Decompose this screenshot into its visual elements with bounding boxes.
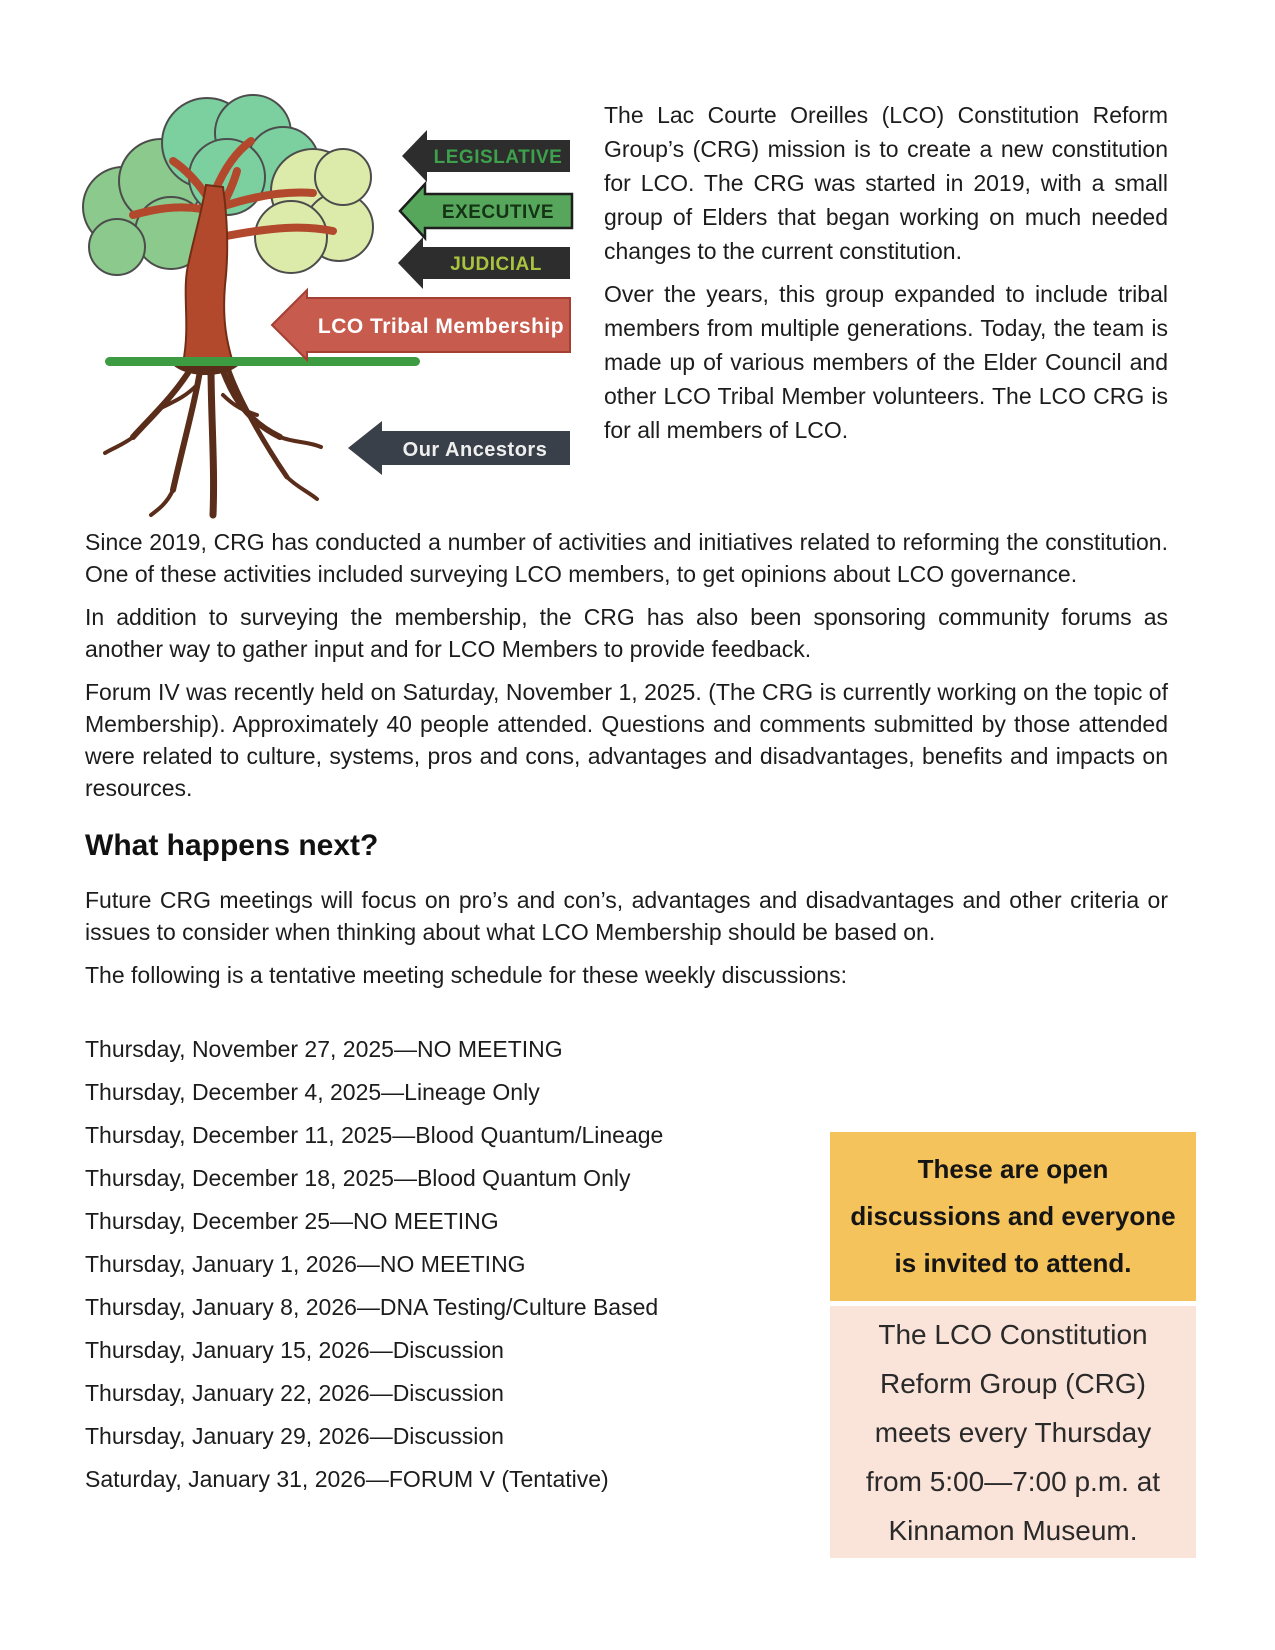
tree-roots — [105, 365, 321, 515]
callout-line: meets every Thursday — [874, 1416, 1152, 1448]
section-heading-what-happens-next: What happens next? — [85, 829, 379, 862]
paragraph-future-meetings: Future CRG meetings will focus on pro’s and con’s, advantages and disadvantages and other criteria or issues to consider when thinking about what LCO Membership should be based on. — [85, 887, 1168, 945]
arrow-executive-label: EXECUTIVE — [441, 202, 555, 223]
arrow-our-ancestors — [348, 421, 570, 475]
paragraph-forum-iv: Forum IV was recently held on Saturday, November 1, 2025. (The CRG is currently working on the topic of Membership). Approximately 40 people attended. Questions and comments submitted by those attended were related to culture, systems, pros and cons, advantages and disadvantages, benefits and impacts on resources. — [85, 679, 1168, 801]
arrow-legislative — [402, 130, 570, 182]
schedule-item: Thursday, December 25—NO MEETING — [85, 1208, 499, 1234]
callout-line: These are open — [917, 1154, 1109, 1184]
arrow-judicial — [398, 237, 570, 289]
schedule-item: Thursday, December 4, 2025—Lineage Only — [85, 1079, 540, 1105]
open-discussions-callout — [830, 1132, 1196, 1301]
arrow-executive — [400, 184, 572, 238]
callout-line: is invited to attend. — [894, 1248, 1132, 1278]
callout-line: Kinnamon Museum. — [888, 1514, 1138, 1546]
arrow-lco-tribal-membership-label: LCO Tribal Membership — [317, 315, 565, 338]
intro-column — [604, 98, 1168, 456]
schedule-intro: The following is a tentative meeting schedule for these weekly discussions: — [85, 962, 847, 988]
schedule-item: Thursday, December 18, 2025—Blood Quantum Only — [85, 1165, 631, 1191]
arrow-our-ancestors-label: Our Ancestors — [402, 439, 548, 461]
intro-paragraph-mission: The Lac Courte Oreilles (LCO) Constitution Reform Group’s (CRG) mission is to create a new constitution for LCO. The CRG was started in 2019, with a small group of Elders that began working on much needed changes to the current constitution. — [604, 102, 1168, 264]
callout-line: from 5:00—7:00 p.m. at — [865, 1465, 1161, 1497]
callout-line: discussions and everyone — [850, 1201, 1176, 1231]
schedule-item: Thursday, January 8, 2026—DNA Testing/Culture Based — [85, 1294, 659, 1320]
meeting-info-callout — [830, 1306, 1196, 1558]
paragraph-activities: Since 2019, CRG has conducted a number of activities and initiatives related to reforming the constitution. One of these activities included surveying LCO members, to get opinions about LCO governance. — [85, 529, 1168, 587]
paragraph-forums: In addition to surveying the membership, the CRG has also been sponsoring community forums as another way to gather input and for LCO Members to provide feedback. — [85, 604, 1168, 662]
intro-paragraph-growth: Over the years, this group expanded to include tribal members from multiple generations. Today, the team is made up of various members of the Elder Council and other LCO Tribal Member volunteers. The LCO CRG is for all members of LCO. — [604, 281, 1168, 443]
callout-line: Reform Group (CRG) — [879, 1367, 1147, 1399]
schedule-item: Saturday, January 31, 2026—FORUM V (Tentative) — [85, 1466, 609, 1492]
constitution-tree-figure — [75, 85, 575, 525]
schedule-item: Thursday, January 22, 2026—Discussion — [85, 1380, 504, 1406]
arrow-judicial-label: JUDICIAL — [450, 254, 542, 275]
schedule-item: Thursday, January 1, 2026—NO MEETING — [85, 1251, 526, 1277]
schedule-item: Thursday, November 27, 2025—NO MEETING — [85, 1036, 563, 1062]
ground-line — [105, 357, 420, 366]
arrow-legislative-label: LEGISLATIVE — [433, 147, 563, 168]
schedule-item: Thursday, January 29, 2026—Discussion — [85, 1423, 504, 1449]
schedule-item: Thursday, January 15, 2026—Discussion — [85, 1337, 504, 1363]
schedule-item: Thursday, December 11, 2025—Blood Quantum/Lineage — [85, 1122, 664, 1148]
arrow-lco-tribal-membership — [272, 290, 570, 360]
tree-illustration — [75, 85, 575, 525]
callout-line: The LCO Constitution — [878, 1318, 1148, 1350]
